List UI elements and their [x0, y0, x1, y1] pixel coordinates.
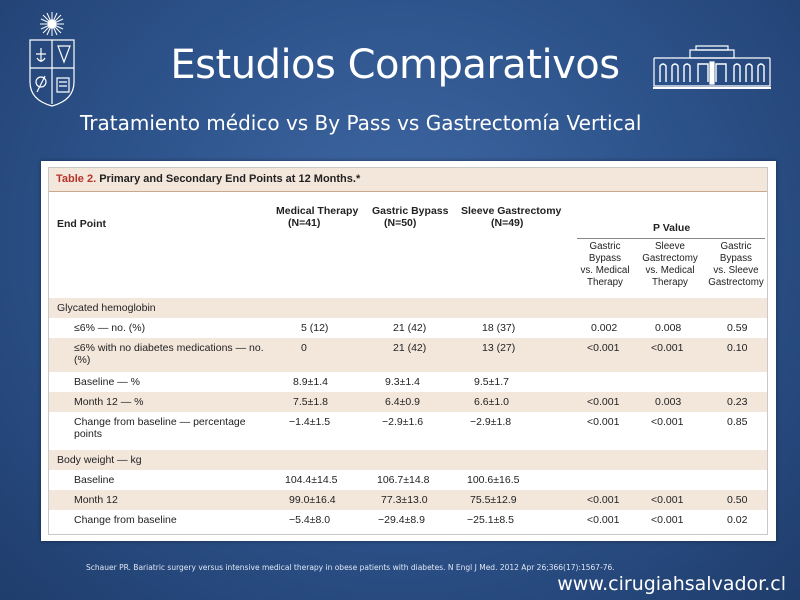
- table-label: Table 2.: [56, 173, 97, 185]
- header-p-value: P Value: [653, 222, 691, 234]
- website-url: www.cirugiahsalvador.cl: [557, 573, 786, 595]
- subheader-sleeve-vs-medical: Sleeve Gastrectomy vs. Medical Therapy: [642, 241, 698, 288]
- table-row: Change from baseline — percentage points −1.4±1.5 −2.9±1.6 −2.9±1.8 <0.001 <0.001 0.85: [74, 416, 748, 440]
- table-row: Body weight — kg: [49, 450, 767, 470]
- subheader-bypass-vs-medical: Gastric Bypass vs. Medical Therapy: [580, 241, 630, 288]
- table-row: Month 12 99.0±16.4 77.3±13.0 75.5±12.9 <0.001 <0.001 0.50: [49, 490, 767, 510]
- slide-subtitle: Tratamiento médico vs By Pass vs Gastrectomía Vertical: [80, 111, 642, 135]
- slide-title: Estudios Comparativos: [170, 42, 620, 88]
- table-caption-text: Primary and Secondary End Points at 12 Months.*: [99, 173, 361, 185]
- subheader-bypass-vs-sleeve: Gastric Bypass vs. Sleeve Gastrectomy: [708, 241, 764, 288]
- table-row: Change from baseline −5.4±8.0 −29.4±8.9 −25.1±8.5 <0.001 <0.001 0.02: [74, 514, 748, 526]
- table-card: [41, 161, 776, 541]
- table-row: ≤6% with no diabetes medications — no. (%) 0 21 (42) 13 (27) <0.001 <0.001 0.10: [49, 338, 767, 372]
- table-row: Glycated hemoglobin: [49, 298, 767, 318]
- results-table: [48, 167, 768, 535]
- citation: Schauer PR. Bariatric surgery versus intensive medical therapy in obese patients with diabetes. N Engl J Med. 2012 Apr 26;366(17):1567-76.: [86, 563, 615, 572]
- p-value-rule: [577, 238, 765, 239]
- header-gastric-bypass: Gastric Bypass (N=50): [372, 205, 449, 229]
- table-caption: [56, 173, 360, 185]
- header-end-point: End Point: [57, 218, 106, 230]
- table-row: Baseline — % 8.9±1.4 9.3±1.4 9.5±1.7: [74, 376, 509, 388]
- table-row: Baseline 104.4±14.5 106.7±14.8 100.6±16.5: [74, 474, 520, 486]
- table-row: ≤6% — no. (%) 5 (12) 21 (42) 18 (37) 0.002 0.008 0.59: [74, 322, 748, 334]
- header-sleeve-gastrectomy: Sleeve Gastrectomy (N=49): [461, 205, 562, 229]
- header-medical-therapy: Medical Therapy (N=41): [276, 205, 359, 229]
- table-caption-bar: [49, 168, 767, 192]
- table-row: Month 12 — % 7.5±1.8 6.4±0.9 6.6±1.0 <0.001 0.003 0.23: [49, 392, 767, 412]
